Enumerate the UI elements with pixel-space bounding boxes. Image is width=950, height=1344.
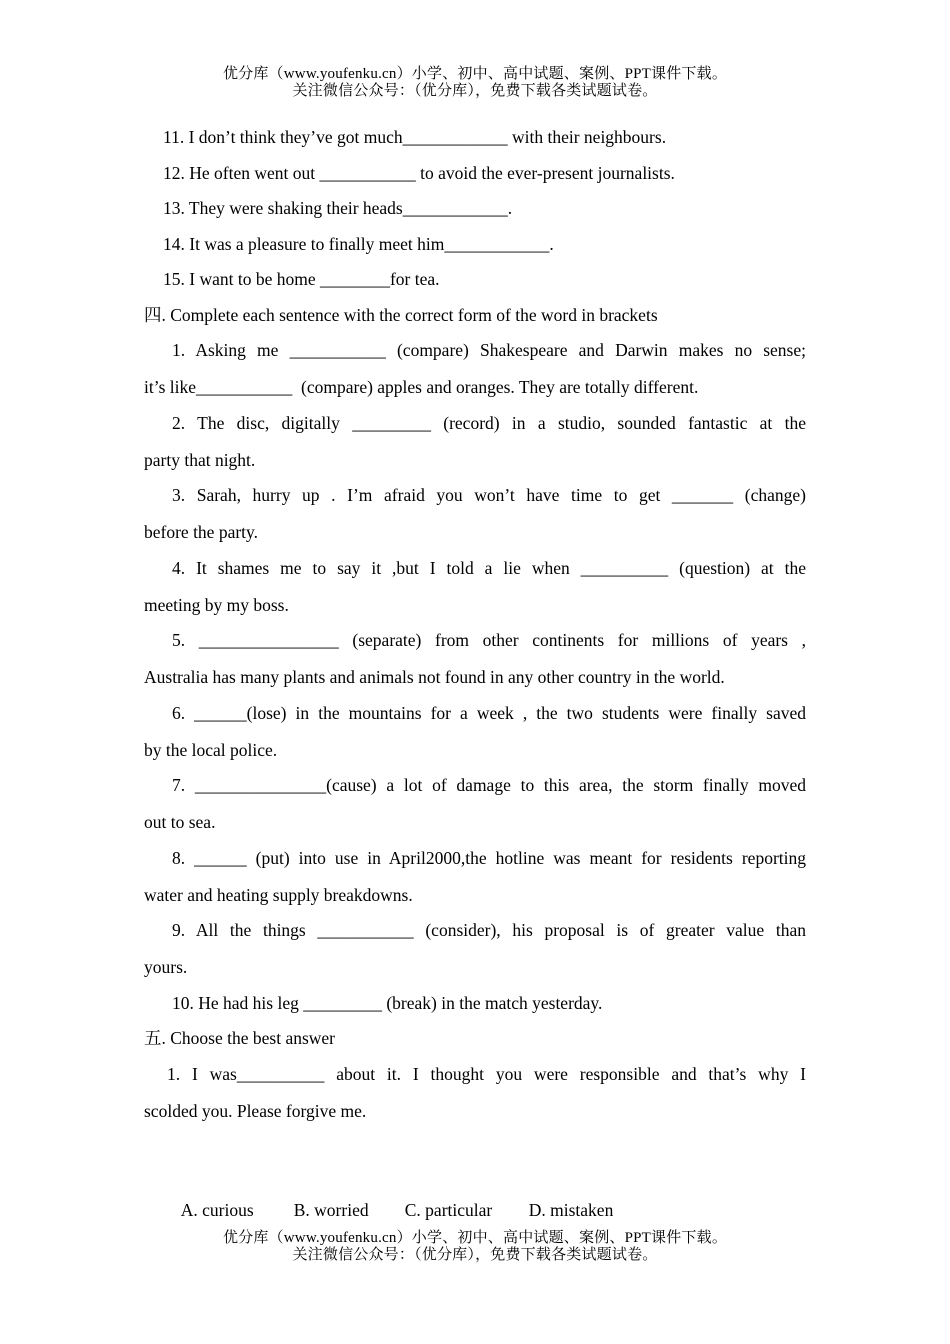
- s5-question-1: [144, 1061, 806, 1134]
- option-b: B. worried: [293, 1200, 369, 1220]
- page-footer: [0, 1230, 950, 1264]
- s4-question-2: [144, 410, 806, 483]
- s5-question-1-line-2: scolded you. Please forgive me.: [144, 1100, 367, 1121]
- s4-question-1-line-2: it’s like___________ (compare) apples and oranges. They are totally different.: [144, 377, 699, 397]
- footer-line-1: 优分库（www.youfenku.cn）小学、初中、高中试题、案例、PPT课件下载。: [222, 1230, 728, 1246]
- section-5-heading: 五. Choose the best answer: [144, 1028, 336, 1048]
- header-line-1: 优分库（www.youfenku.cn）小学、初中、高中试题、案例、PPT课件下载。: [222, 66, 728, 82]
- question-11: 11. I don’t think they’ve got much____________ with their neighbours.: [163, 127, 667, 147]
- question-12: 12. He often went out ___________ to avoid the ever-present journalists.: [163, 162, 675, 183]
- s4-question-5-line-2: Australia has many plants and animals not found in any other country in the world.: [144, 667, 725, 687]
- option-c: C. particular: [404, 1200, 493, 1220]
- s4-question-1-line-1: 1. Asking me ___________ (compare) Shakespeare and Darwin makes no sense;: [172, 340, 806, 360]
- s5-question-1-options: [172, 1171, 613, 1223]
- question-13: 13. They were shaking their heads____________.: [163, 198, 513, 218]
- worksheet-body: [144, 124, 806, 1133]
- s4-question-1: [144, 337, 806, 410]
- s4-question-9-line-1: 9. All the things ___________ (consider), his proposal is of greater value than: [172, 920, 806, 940]
- s4-question-6-line-2: by the local police.: [144, 739, 278, 760]
- s4-question-8-line-1: 8. ______ (put) into use in April2000,the hotline was meant for residents reporting: [172, 847, 806, 868]
- s4-question-6-line-1: 6. ______(lose) in the mountains for a week , the two students were finally saved: [172, 702, 806, 723]
- s4-question-5: [144, 627, 806, 700]
- s4-question-10: 10. He had his leg _________ (break) in the match yesterday.: [172, 992, 603, 1013]
- question-15: 15. I want to be home ________for tea.: [163, 269, 440, 289]
- section-4-heading: 四. Complete each sentence with the correct form of the word in brackets: [144, 304, 658, 325]
- page-header: [0, 66, 950, 100]
- s4-question-9: [144, 917, 806, 990]
- s4-question-8-line-2: water and heating supply breakdowns.: [144, 884, 413, 905]
- s4-question-7-line-1: 7. _______________(cause) a lot of damage to this area, the storm finally moved: [172, 775, 806, 795]
- option-a: A. curious: [180, 1200, 254, 1220]
- s4-question-6: [144, 700, 806, 773]
- s4-question-4-line-1: 4. It shames me to say it ,but I told a lie when __________ (question) at the: [172, 557, 806, 578]
- s4-question-8: [144, 845, 806, 918]
- option-d: D. mistaken: [528, 1200, 614, 1220]
- s4-question-3: [144, 482, 806, 555]
- s4-question-3-line-1: 3. Sarah, hurry up . I’m afraid you won’t have time to get _______ (change): [172, 485, 806, 505]
- s4-question-4: [144, 555, 806, 628]
- s4-question-4-line-2: meeting by my boss.: [144, 594, 289, 615]
- s4-question-3-line-2: before the party.: [144, 522, 259, 542]
- footer-line-2: 关注微信公众号：（优分库），免费下载各类试题试卷。: [292, 1247, 658, 1263]
- s4-question-7-line-2: out to sea.: [144, 812, 216, 832]
- s4-question-2-line-1: 2. The disc, digitally _________ (record) in a studio, sounded fantastic at the: [172, 412, 806, 433]
- s4-question-2-line-2: party that night.: [144, 449, 256, 470]
- s4-question-5-line-1: 5. ________________ (separate) from other continents for millions of years ,: [172, 630, 806, 650]
- s5-question-1-line-1: 1. I was__________ about it. I thought you were responsible and that’s why I: [167, 1063, 806, 1084]
- s4-question-9-line-2: yours.: [144, 957, 188, 977]
- question-14: 14. It was a pleasure to finally meet him____________.: [163, 233, 554, 254]
- header-line-2: 关注微信公众号：（优分库），免费下载各类试题试卷。: [292, 83, 658, 99]
- s4-question-7: [144, 772, 806, 845]
